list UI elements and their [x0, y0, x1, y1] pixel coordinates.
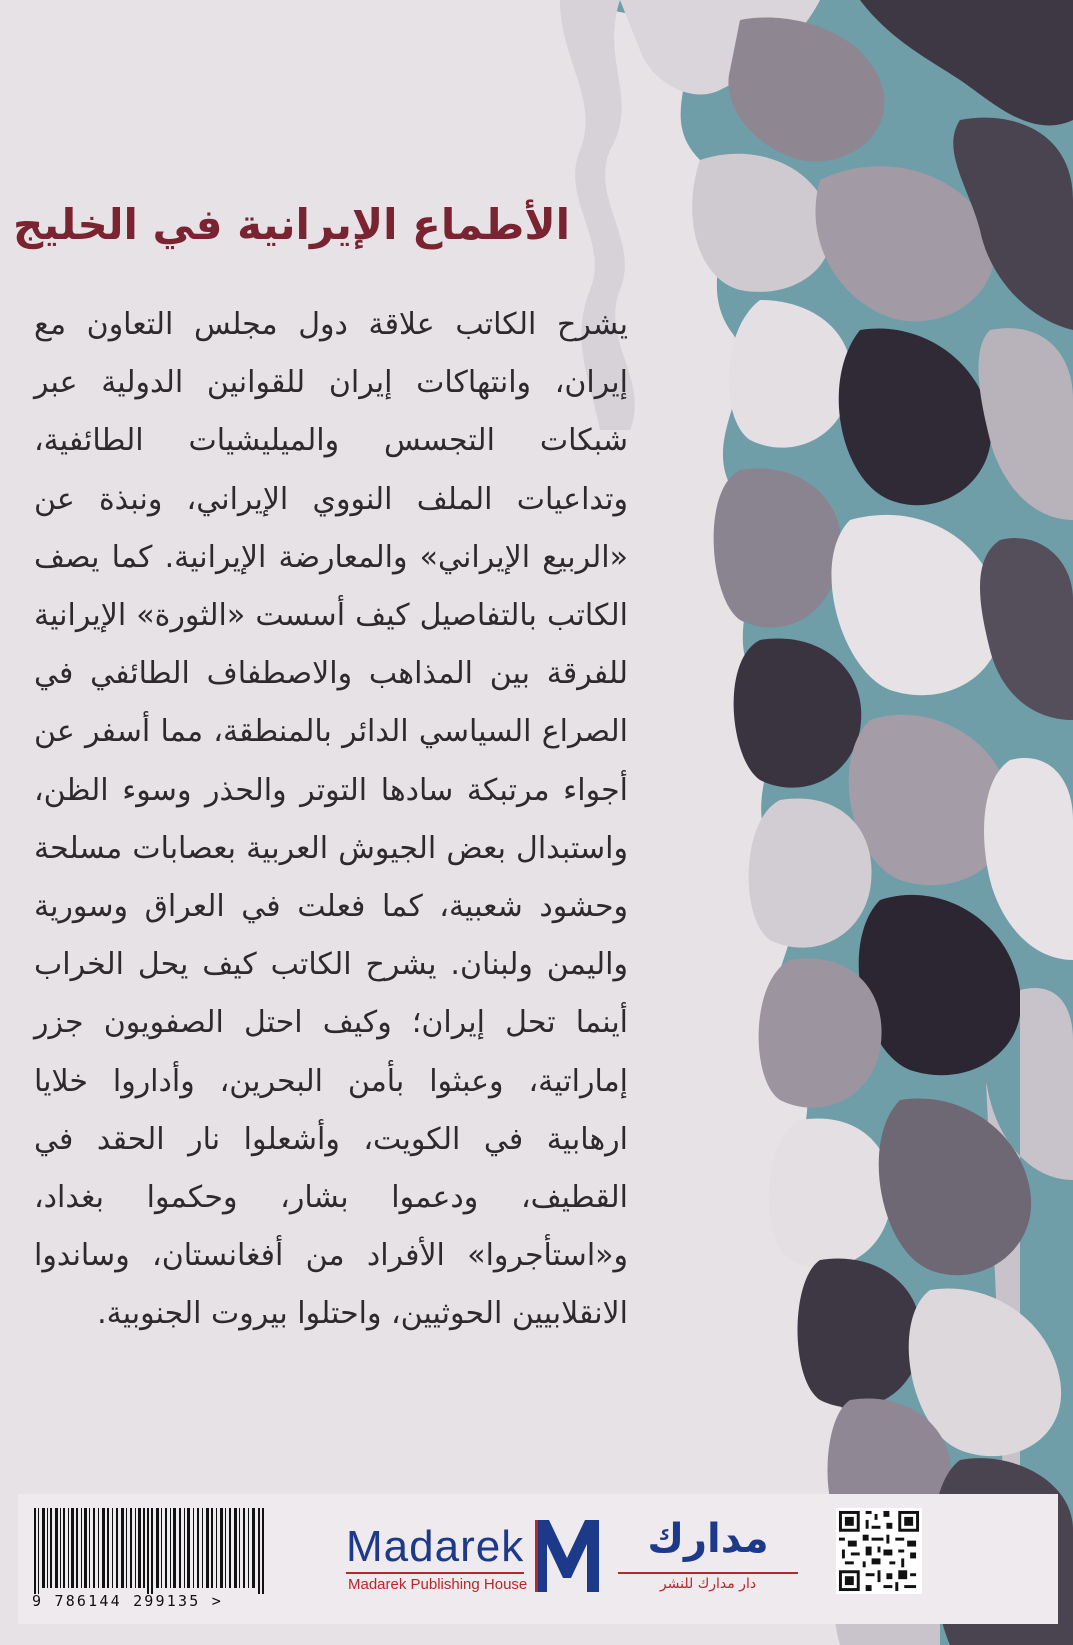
qr-code-icon [836, 1508, 922, 1594]
barcode-icon [32, 1508, 268, 1594]
publisher-name-en: Madarek [346, 1522, 525, 1571]
publisher-subtitle-en: Madarek Publishing House [348, 1576, 528, 1593]
publisher-subtitle-ar: دار مدارك للنشر [659, 1576, 757, 1592]
isbn-number: 9 786144 299135 > [32, 1592, 223, 1610]
publisher-name-ar: مدارك [647, 1516, 769, 1562]
publisher-divider-en [346, 1572, 524, 1574]
publisher-strip [18, 1494, 1058, 1624]
publisher-divider-ar [618, 1572, 798, 1574]
book-description: يشرح الكاتب علاقة دول مجلس التعاون مع إيران، وانتهاكات إيران للقوانين الدولية عبر شبكات التجسس والميليشيات الطائفية، وتداعيات الملف النووي الإيراني، ونبذة عن «الربيع الإيراني» والمعارضة الإيرانية. كما يصف الكاتب بالتفاصيل كيف أسست «الثورة» الإيرانية للفرقة بين المذاهب والاصطفاف الطائفي في الصراع السياسي الدائر بالمنطقة، مما أسفر عن أجواء مرتبكة سادها التوتر والحذر وسوء الظن، واستبدال بعض الجيوش العربية بعصابات مسلحة وحشود شعبية، كما فعلت في العراق وسورية واليمن ولبنان. يشرح الكاتب كيف يحل الخراب أينما تحل إيران؛ وكيف احتل الصفويون جزر إماراتية، وعبثوا بأمن البحرين، وأداروا خلايا ارهابية في الكويت، وأشعلوا نار الحقد في القطيف، ودعموا بشار، وحكموا بغداد، و«استأجروا» الأفراد من أفغانستان، وساندوا الانقلابيين الحوثيين، واحتلوا بيروت الجنوبية. [34, 307, 628, 1332]
madarek-m-logo [531, 1514, 603, 1596]
book-title: الأطماع الإيرانية في الخليج [12, 200, 570, 249]
